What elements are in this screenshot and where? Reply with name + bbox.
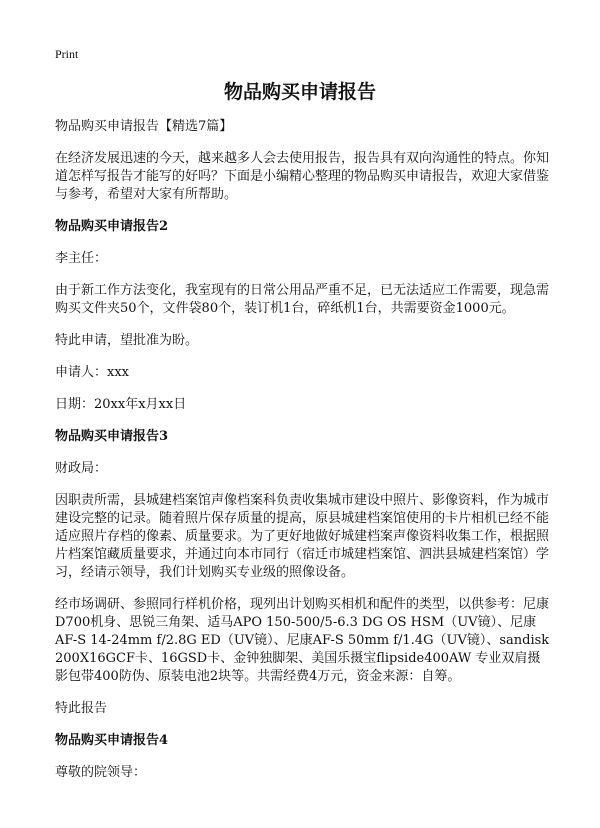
section3-body1: 因职责所需，县城建档案馆声像档案科负责收集城市建设中照片、影像资料，作为城市建设完整的记录。随着照片保存质量的提高，原县城建档案馆使用的卡片相机已经不能适应照片存档的像素、质量要求。为了更好地做好城建档案声像资料收集工作，根据照片档案馆藏质量要求，并通过向本市同行（宿迁市城建档案馆、泗洪县城建档案馆）学习，经请示领导，我们计划购买专业级的照像设备。 — [55, 493, 550, 580]
section3-salutation: 财政局： — [55, 461, 108, 476]
document-content — [55, 118, 551, 796]
intro-paragraph: 在经济发展迅速的今天，越来越多人会去使用报告，报告具有双向沟通性的特点。你知道怎样写报告才能写的好吗？下面是小编精心整理的物品购买申请报告，欢迎大家借鉴与参考，希望对大家有所帮助。 — [55, 151, 550, 202]
print-label[interactable]: Print — [55, 47, 79, 61]
section4-heading: 物品购买申请报告4 — [55, 733, 169, 748]
section3-body2: 经市场调研、参照同行样机价格，现列出计划购买相机和配件的类型，以供参考：尼康D700机身、思锐三角架、适马APO 150-500/5-6.3 DG OS HSM（UV镜）、尼康AF-S 14-24mm f/2.8G ED（UV镜）、尼康AF-S 50mm f/1.4G（UV镜）、sandisk 200X16GCF卡、16GSD卡、金钟独脚架、美国乐摄宝flipside400AW 专业双肩摄影包带400防伪、原装电池2块等。共需经费4万元，资金来源：自筹。 — [55, 597, 550, 684]
section4-salutation: 尊敬的院领导： — [55, 765, 147, 780]
document-title: 物品购买申请报告 — [223, 81, 376, 103]
section2-heading: 物品购买申请报告2 — [55, 219, 169, 234]
section3-heading: 物品购买申请报告3 — [55, 429, 169, 444]
section2-salutation: 李主任： — [55, 251, 108, 266]
section3-closing: 特此报告 — [55, 701, 108, 716]
section2-applicant: 申请人：xxx — [55, 365, 129, 380]
document-subtitle: 物品购买申请报告【精选7篇】 — [55, 119, 233, 134]
section2-closing: 特此申请，望批准为盼。 — [55, 333, 199, 348]
section2-body: 由于新工作方法变化，我室现有的日常公用品严重不足，已无法适应工作需要，现急需购买文件夹50个，文件袋80个，装订机1台，碎纸机1台，共需要资金1000元。 — [55, 283, 550, 316]
section2-date: 日期：20xx年x月xx日 — [55, 397, 187, 412]
